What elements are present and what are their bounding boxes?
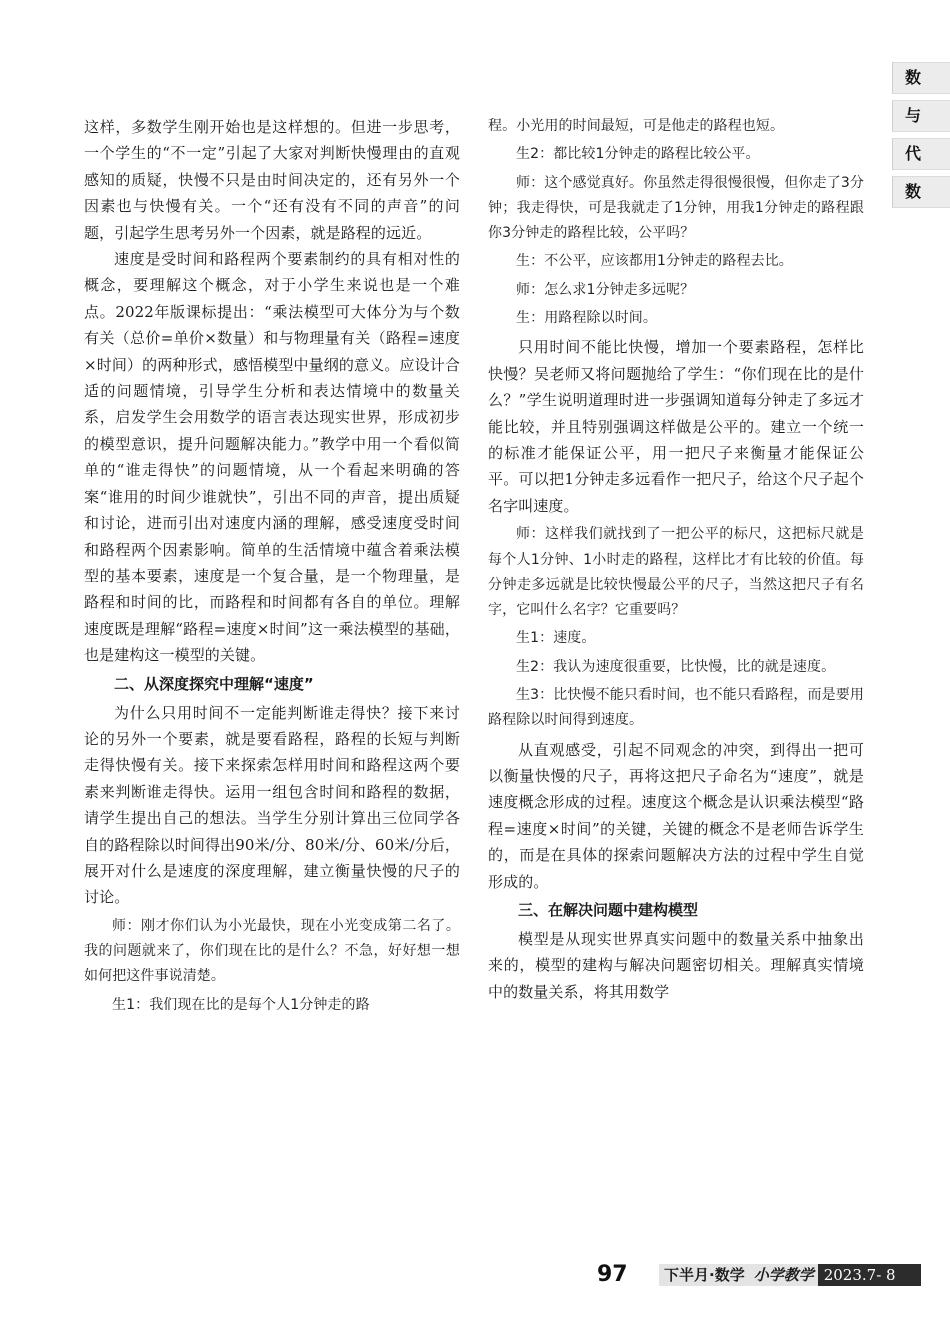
- section-tab: 数: [892, 62, 950, 94]
- right-column: [488, 114, 864, 1005]
- journal-date: 2023.7- 8: [818, 1264, 921, 1286]
- section-tab: 代: [892, 138, 950, 170]
- side-tabs: [892, 62, 950, 214]
- paragraph: 只用时间不能比快慢，增加一个要素路程，怎样比快慢？吴老师又将问题抛给了学生：“你们现在比的是什么？”学生说明道理时进一步强调知道每分钟走了多远才能比较，并且特别强调这样做是公平的。建立一个统一的标准才能保证公平，用一把尺子来衡量才能保证公平。可以把1分钟走多远看作一把尺子，给这个尺子起个名字叫速度。: [488, 338, 864, 515]
- dialogue-line: 师：怎么求1分钟走多远呢？: [516, 281, 695, 298]
- left-column: [84, 114, 460, 1018]
- section-heading: 二、从深度探究中理解“速度”: [114, 674, 314, 693]
- dialogue-line: 师：这个感觉真好。你虽然走得很慢很慢，但你走了3分钟；我走得快，可是我就走了1分钟，用我1分钟走的路程跟你3分钟走的路程比较，公平吗？: [488, 174, 864, 242]
- journal-issue: 下半月·数学: [659, 1264, 750, 1286]
- dialogue-line: 生2：我认为速度很重要，比快慢，比的就是速度。: [516, 658, 836, 675]
- dialogue-line: 师：这样我们就找到了一把公平的标尺，这把标尺就是每个人1分钟、1小时走的路程，这样比才有比较的价值。每分钟走多远就是比较快慢最公平的尺子，当然这把尺子有名字，它叫什么名字？它重要吗？: [488, 526, 864, 619]
- dialogue-line: 程。小光用的时间最短，可是他走的路程也短。: [488, 118, 785, 134]
- dialogue-line: 生：不公平，应该都用1分钟走的路程去比。: [516, 253, 793, 270]
- section-tab: 数: [892, 176, 950, 208]
- paragraph: 速度是受时间和路程两个要素制约的具有相对性的概念，要理解这个概念，对于小学生来说也是一个难点。2022年版课标提出：“乘法模型可大体分为与个数有关（总价=单价×数量）和与物理量有关（路程=速度×时间）的两种形式，感悟模型中量纲的意义。应设计合适的问题情境，引导学生分析和表达情境中的数量关系，启发学生会用数学的语言表达现实世界，形成初步的模型意识，提升问题解决能力。”教学中用一个看似简单的“谁走得快”的问题情境，从一个看起来明确的答案“谁用的时间少谁就快”，引出不同的声音，提出质疑和讨论，进而引出对速度内涵的理解，感受速度受时间和路程两个因素影响。简单的生活情境中蕴含着乘法模型的基本要素，速度是一个复合量，是一个物理量，是路程和时间的比，而路程和时间都有各自的单位。理解速度既是理解“路程=速度×时间”这一乘法模型的基础，也是建构这一模型的关键。: [84, 250, 460, 665]
- section-tab: 与: [892, 100, 950, 132]
- section-heading: 三、在解决问题中建构模型: [518, 901, 699, 920]
- dialogue-line: 师：刚才你们认为小光最快，现在小光变成第二名了。我的问题就来了，你们现在比的是什么？不急，好好想一想如何把这件事说清楚。: [84, 917, 460, 985]
- dialogue-line: 生：用路程除以时间。: [516, 310, 657, 327]
- journal-name: 小学教学: [750, 1264, 818, 1286]
- dialogue-line: 生1：我们现在比的是每个人1分钟走的路: [112, 996, 370, 1013]
- dialogue-line: 生3：比快慢不能只看时间，也不能只看路程，而是要用路程除以时间得到速度。: [488, 687, 864, 729]
- journal-footer: [659, 1264, 921, 1286]
- page-number: 97: [597, 1262, 628, 1287]
- paragraph: 为什么只用时间不一定能判断谁走得快？接下来讨论的另外一个要素，就是要看路程，路程的长短与判断走得快慢有关。接下来探索怎样用时间和路程这两个要素来判断谁走得快。运用一组包含时间和路程的数据，请学生提出自己的想法。当学生分别计算出三位同学各自的路程除以时间得出90米/分、80米/分、60米/分后，展开对什么是速度的深度理解，建立衡量快慢的尺子的讨论。: [84, 703, 460, 907]
- paragraph: 模型是从现实世界真实问题中的数量关系中抽象出来的，模型的建构与解决问题密切相关。理解真实情境中的数量关系，将其用数学: [488, 930, 864, 1001]
- dialogue-line: 生2：都比较1分钟走的路程比较公平。: [516, 146, 760, 163]
- dialogue-line: 生1：速度。: [516, 630, 596, 647]
- paragraph: 从直观感受，引起不同观念的冲突，到得出一把可以衡量快慢的尺子，再将这把尺子命名为“速度”，就是速度概念形成的过程。速度这个概念是认识乘法模型“路程=速度×时间”的关键，关键的概念不是老师告诉学生的，而是在具体的探索问题解决方法的过程中学生自觉形成的。: [488, 740, 864, 891]
- paragraph: 这样，多数学生刚开始也是这样想的。但进一步思考，一个学生的“不一定”引起了大家对判断快慢理由的直观感知的质疑，快慢不只是由时间决定的，还有另外一个因素也与快慢有关。一个“还有没有不同的声音”的问题，引起学生思考另外一个因素，就是路程的远近。: [84, 118, 460, 242]
